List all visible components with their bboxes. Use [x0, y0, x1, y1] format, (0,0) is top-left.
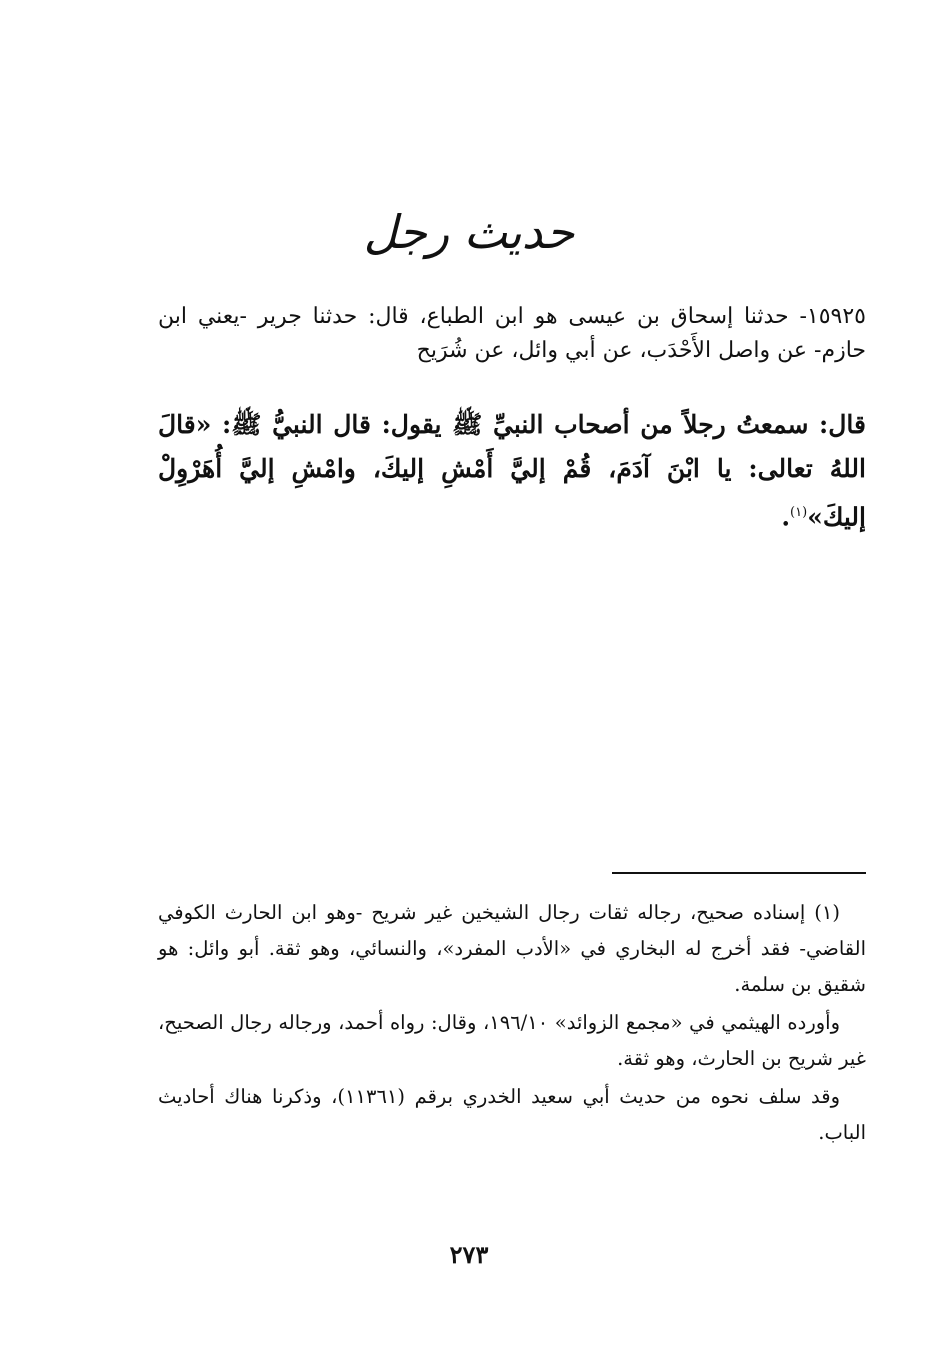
- chapter-title: حديث رجل: [363, 205, 575, 259]
- page-number: ٢٧٣: [449, 1240, 489, 1269]
- footnote-separator: [612, 872, 866, 874]
- footnote-paragraph: (١) إسناده صحيح، رجاله ثقات رجال الشيخين غير شريح -وهو ابن الحارث الكوفي القاضي- فقد أخرج له البخاري في «الأدب المفرد»، والنسائي، وهو ثقة. أبو وائل: هو شقيق بن سلمة.: [158, 901, 866, 996]
- hadith-body: قال: سمعتُ رجلاً من أصحاب النبيِّ ﷺ يقول: قال النبيُّ ﷺ: «قالَ اللهُ تعالى: يا ابْنَ آدَمَ، قُمْ إليَّ أَمْشِ إليكَ، وامْشِ إليَّ أُهَرْوِلْ إليكَ»: [158, 410, 866, 532]
- footnote-reference: (١): [790, 505, 808, 520]
- footnote-paragraph: وقد سلف نحوه من حديث أبي سعيد الخدري برقم (١١٣٦١)، وذكرنا هناك أحاديث الباب.: [158, 1085, 866, 1144]
- hadith-text: [158, 403, 866, 539]
- hadith-end: .: [781, 502, 791, 532]
- footnote-paragraph: وأورده الهيثمي في «مجمع الزوائد» ١٩٦/١٠، وقال: رواه أحمد، ورجاله رجال الصحيح، غير شريح بن الحارث، وهو ثقة.: [158, 1011, 866, 1070]
- hadith-isnad: ١٥٩٢٥- حدثنا إسحاق بن عيسى هو ابن الطباع، قال: حدثنا جرير -يعني ابن حازم- عن واصل الأَحْدَب، عن أبي وائل، عن شُرَيح: [158, 304, 866, 363]
- footnotes: [158, 895, 866, 1153]
